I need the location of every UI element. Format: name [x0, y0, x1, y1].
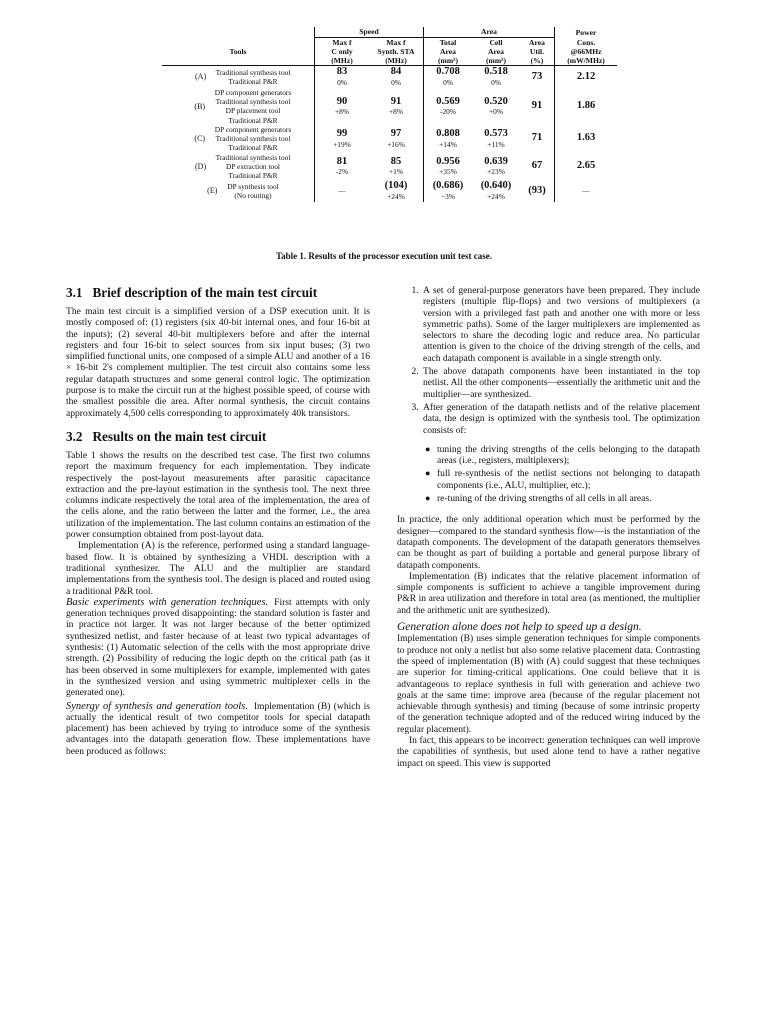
section-heading-3-1: 3.1 Brief description of the main test circuit — [66, 285, 318, 300]
cell-area-header: Cell Area (mm²) — [486, 38, 506, 66]
paragraph: Synergy of synthesis and generation tools. Implementation (B) (which is actually the identical result of two competitor tools for special datapath placement) has been achieved by trying to introduce some of the synthesis advantages into the datapath generation flow. These implementations have been produced as follows: — [66, 700, 371, 757]
total-area-header: Total Area (mm²) — [424, 38, 473, 66]
max-f-synth-header: Max f Synth. STA (MHz) — [377, 38, 415, 66]
run-in-heading: Synergy of synthesis and generation tools. — [66, 700, 248, 712]
impl-id: (A) — [195, 72, 207, 82]
paragraph: Basic experiments with generation techniques. First attempts with only generation techniques proved disappointing: the standard solution is faster and in practice not larger. It was not larger because of the better optimized synthesized netlist, and faster because of at least two typical advantages of synthesis: (1) Automatic selection of the cells with the most appropriate drive strength. (2) Possibility of reducing the logic depth on the critical path (as it has been observed in some multiplexers for example, implemented with gates in the synthesized version and using symmetric multiplexer cells in the generated one). — [66, 596, 370, 699]
list-item: ● full re-synthesis of the netlist sections not belonging to datapath components (i.e., ALU, multiplier, etc.); — [425, 468, 700, 491]
run-in-heading: Basic experiments with generation techniques. — [66, 596, 269, 608]
speed-group-header: Speed — [315, 27, 424, 38]
table-column-header-row — [162, 38, 617, 66]
power-header: Cons. @66MHz (mW/MHz) — [555, 38, 618, 66]
paragraph: The main test circuit is a simplified version of a DSP execution unit. It is mostly composed of: (1) registers (six 40-bit internal ones, and four 16-bit at the inputs); (2) several 40-bit multiplexers before and after the internal registers and four 16-bit to select sources from six input buses; (3) two simplified functional units, one composed of a simple ALU and another of a 16 × 16-bit 2's complement multiplier. The test circuit also contains some less regular datapath structures and some general control logic. The optimization purpose is to make the circuit run at the highest possible speed, of course with the smallest possible die area. After normal synthesis, the circuit contains approximately 4,500 cells corresponding to approximately 40k transistors. — [66, 306, 370, 419]
table-row: (E) DP synthesis tool (No routing) — (104) +24% (0.686) −3% (0.640) +24% (93) — — [162, 180, 617, 201]
impl-id: (E) — [207, 186, 218, 196]
tools-column-header: Tools — [229, 46, 247, 56]
table-row: (C) DP component generators Traditional synthesis tool Traditional P&R 99 +19% 97 +16% 0.808 +14% 0.573 +11% 71 1.63 — [162, 125, 617, 153]
numbered-list — [397, 285, 700, 436]
list-item: ● re-tuning of the driving strengths of all cells in all areas. — [425, 493, 652, 505]
area-group-header: Area — [424, 27, 555, 38]
table-caption: Table 1. Results of the processor execution unit test case. — [275, 251, 493, 261]
table-row: (B) DP component generators Traditional synthesis tool DP placement tool Traditional P&R 90 +8% 91 +8% 0.569 -20% 0.520 +0% 91 1.86 — [162, 88, 617, 125]
impl-id: (B) — [194, 101, 206, 111]
impl-id: (D) — [195, 161, 207, 171]
bullet-icon: ● — [425, 443, 431, 454]
power-group-header: Power — [555, 27, 618, 38]
paragraph: Implementation (A) is the reference, performed using a standard language-based flow. It is obtained by synthesizing a VHDL description with a traditional synthesizer. The ALU and the multiplier are standard implementations from the synthesis tool. The design is placed and routed using a traditional P&R tool. — [66, 540, 370, 597]
paragraph: In practice, the only additional operation which must be performed by the designer—compared to the standard synthesis flow—is the instantiation of the datapath components. The development of the datapath generators themselves can be thought as part of building a portable and general purpose library of datapath components. — [397, 514, 700, 571]
paragraph: Implementation (B) uses simple generation techniques for simple components to produce not only a netlist but also some relative placement data. Contrasting the speed of implementation (B) with (A) could suggest that these techniques are superior for timing-critical applications. One could believe that it is advantageous to replace synthesis in full with generation and achieve two goals at the same time: improve area (because of the regular placement not achievable through synthesis) and timing (because of some intrinsic property of the generation technique adopted and of the reduced wiring induced by the regular placement). — [397, 633, 700, 735]
results-table — [162, 27, 617, 202]
table-row: (A) Traditional synthesis tool Traditional P&R 83 0% 84 0% 0.708 0% 0.518 0% 73 2.12 — [162, 66, 617, 88]
area-util-header: Area Util. (%) — [529, 38, 545, 66]
list-item: 2. The above datapath components have been instantiated in the top netlist. All the other components—essentially the arithmetic unit and the multiplier—are synthesized. — [421, 366, 700, 400]
table-row: (D) Traditional synthesis tool DP extraction tool Traditional P&R 81 -2% 85 +1% 0.956 +35% 0.639 +23% 67 2.65 — [162, 153, 617, 181]
max-f-conly-header: Max f C only (MHz) — [315, 38, 370, 66]
impl-id: (C) — [194, 133, 206, 143]
bullet-icon: ● — [425, 468, 431, 479]
list-item: ● tuning the driving strengths of the cells belonging to the datapath areas (i.e., registers, multiplexers); — [425, 443, 700, 467]
section-heading-3-2: 3.2 Results on the main test circuit — [66, 428, 267, 444]
right-column — [397, 285, 700, 769]
table-group-header-row — [162, 27, 617, 38]
list-item: 1. A set of general-purpose generators have been prepared. They include registers (multiple flip-flops) and two versions of multiplexers (a version with a privileged fast path and another one with more or less symmetric paths). Some of the larger multiplexers are implemented as selectors to share the decoding logic and reduce area. No particular attention is given to the choice of the driving strength of the cells, and each datapath component is available in a single strength only. — [421, 285, 700, 364]
run-in-heading: Generation alone does not help to speed up a design. — [397, 621, 642, 634]
paragraph: Table 1 shows the results on the described test case. The first two columns report the maximum frequency for each implementation. They indicate respectively the post-layout measurements after parasitic capacitance extraction and the pre-layout estimation in the synthesis tool. The next three columns indicate respectively the total area of the implementation, the area of the cells alone, and the ratio between the latter and the former, i.e., the area utilization of the implementation. The last column contains an estimation of the power consumption obtained from post-layout data. — [66, 449, 370, 541]
left-column — [66, 285, 370, 757]
bullet-icon: ● — [425, 493, 431, 504]
list-item: 3. After generation of the datapath netlists and of the relative placement data, the design is optimized with the synthesis tool. The optimization consists of: — [421, 402, 700, 436]
bullet-list — [397, 444, 700, 504]
paragraph: In fact, this appears to be incorrect: generation techniques can well improve the capabilities of synthesis, but used alone tend to have a rather negative impact on speed. This view is supported — [397, 734, 700, 769]
paragraph: Implementation (B) indicates that the relative placement information of simple components is sufficient to achieve a tangible improvement during P&R in area utilization and therefore in total area (as mentioned, the multiplier and the arithmetic unit are synthesized). — [397, 570, 700, 616]
